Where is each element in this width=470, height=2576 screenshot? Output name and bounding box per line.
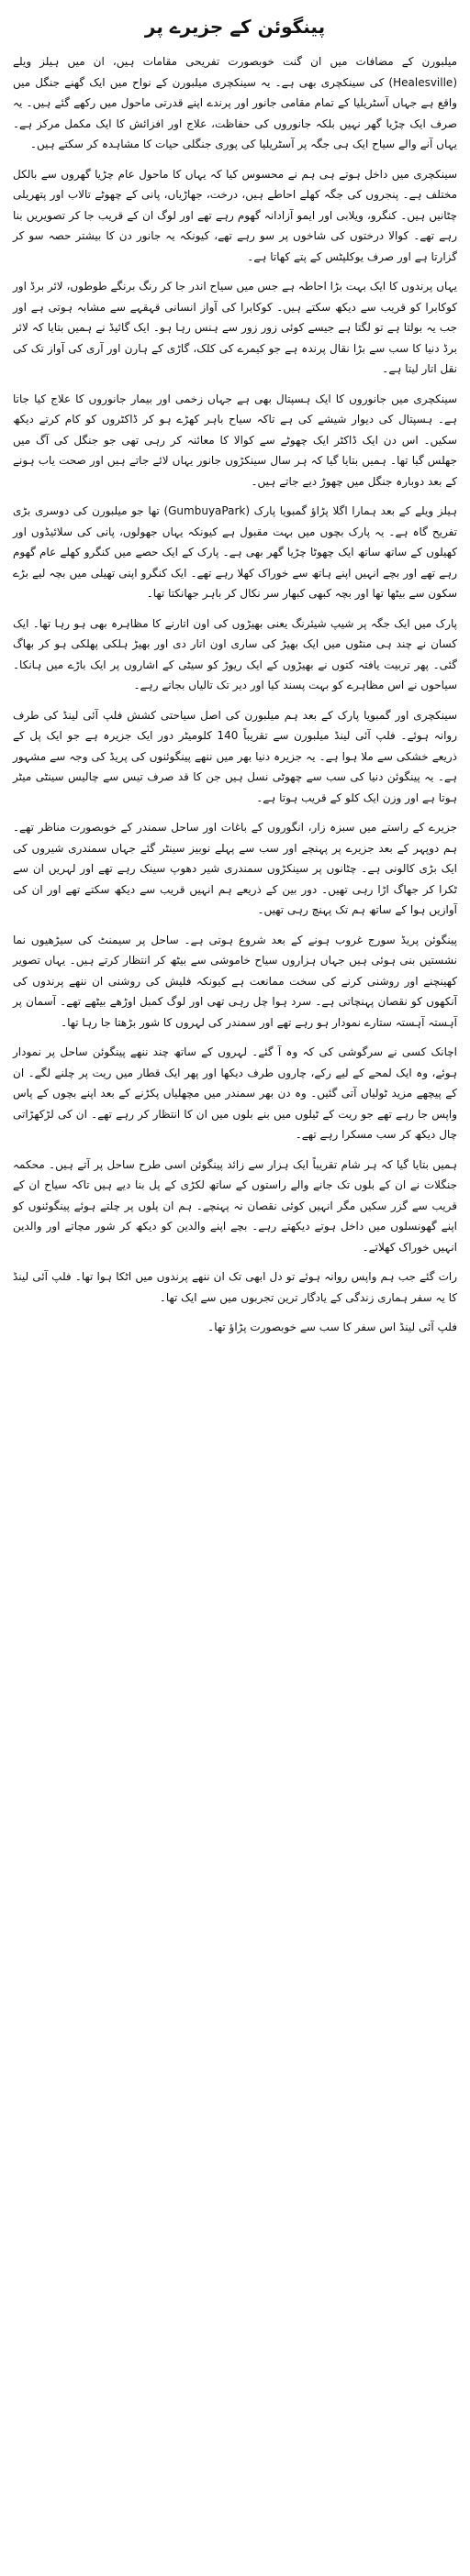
article-headline: پینگوئن کے جزیرے پر [144,16,326,38]
closing-line: فلپ آئی لینڈ اس سفر کا سب سے خوبصورت پڑاؤ تھا۔ [207,1321,457,1333]
article-paragraph: سینکچری اور گمبویا پارک کے بعد ہم میلبورن کی اصل سیاحتی کشش فلپ آئی لینڈ کی طرف روانہ ہوئے۔ فلپ آئی لینڈ میلبورن سے تقریباً 140 کلومیٹر دور ایک جزیرہ ہے جو ایک پل کے ذریعے خشکی سے ملا ہوا ہے۔ یہ جزیرہ دنیا بھر میں ننھے پینگوئنوں کی پریڈ کی وجہ سے مشہور ہے۔ یہ پینگوئن دنیا کی سب سے چھوٹی نسل ہیں جن کا قد صرف تیس سے چالیس سینٹی میٹر ہوتا ہے اور وزن ایک کلو کے قریب ہوتا ہے۔ [13,708,457,804]
article-body [13,51,457,1337]
article-paragraph: پارک میں ایک جگہ پر شیپ شیئرنگ یعنی بھیڑوں کی اون اتارنے کا مظاہرہ بھی ہو رہا تھا۔ ایک کسان نے چند ہی منٹوں میں ایک بھیڑ کی ساری اون اتار دی اور بھیڑ ہلکی پھلکی ہو کر بھاگ گئی۔ پھر تربیت یافتہ کتوں نے بھیڑوں کے ایک ریوڑ کو سیٹی کے اشاروں پر ایک باڑے میں ہانکا۔ سیاحوں نے اس مظاہرے کو بہت پسند کیا اور دیر تک تالیاں بجاتے رہے۔ [13,616,457,691]
article-paragraph: یہاں پرندوں کا ایک بہت بڑا احاطہ ہے جس میں سیاح اندر جا کر رنگ برنگے طوطوں، لائر برڈ اور کوکابرا کو قریب سے دیکھ سکتے ہیں۔ کوکابرا کی آواز انسانی قہقہے سے مشابہ ہوتی ہے اور جب یہ بولتا ہے تو لگتا ہے جیسے کوئی زور زور سے ہنس رہا ہو۔ ایک گائیڈ نے ہمیں بتایا کہ لائر برڈ دنیا کا سب سے بڑا نقال پرندہ ہے جو کیمرے کی کلک، گاڑی کے ہارن اور آری کی آواز تک کی نقل اتار لیتا ہے۔ [12,280,457,375]
article-paragraph: سینکچری میں داخل ہوتے ہی ہم نے محسوس کیا کہ یہاں کا ماحول عام چڑیا گھروں سے بالکل مختلف ہے۔ پنجروں کی جگہ کھلے احاطے ہیں، درخت، جھاڑیاں، پانی کے چھوٹے تالاب اور پتھریلی چٹانیں ہیں۔ کنگرو، ویلابی اور ایمو آزادانہ گھوم رہے تھے اور لوگ ان کے قریب جا کر تصویریں بنا رہے تھے۔ کوالا درختوں کی شاخوں پر سو رہے تھے، کیونکہ یہ جانور دن کا بیشتر حصہ سو کر گزارتا ہے اور صرف یوکلپٹس کے پتے کھاتا ہے۔ [13,167,457,263]
article-paragraph: ہمیں بتایا گیا کہ ہر شام تقریباً ایک ہزار سے زائد پینگوئن اسی طرح ساحل پر آتے ہیں۔ محکمہ جنگلات نے ان کے بلوں تک جانے والے راستوں کے ساتھ لکڑی کے پل بنا دیے ہیں تاکہ سیاح ان کے قریب سے گزر سکیں مگر انہیں کوئی نقصان نہ پہنچے۔ ہم ان پلوں پر چلتے ہوئے پینگوئنوں کو اپنے گھونسلوں میں داخل ہوتے دیکھتے رہے۔ بچے اپنے والدین کو دیکھ کر شور مچاتے اور والدین انہیں خوراک کھلاتے۔ [13,1157,457,1254]
article-paragraph: پینگوئن پریڈ سورج غروب ہونے کے بعد شروع ہوتی ہے۔ ساحل پر سیمنٹ کی سیڑھیوں نما نشستیں بنی ہوئی ہیں جہاں ہزاروں سیاح خاموشی سے بیٹھ کر انتظار کرتے ہیں۔ یہاں تصویر کھینچنے اور روشنی کرنے کی سخت ممانعت ہے کیونکہ فلیش کی روشنی ان ننھے پرندوں کی آنکھوں کو نقصان پہنچاتی ہے۔ سرد ہوا چل رہی تھی اور لوگ کمبل اوڑھے بیٹھے تھے۔ آسمان پر آہستہ آہستہ ستارے نمودار ہو رہے تھے اور سمندر کی لہروں کا شور بڑھتا جا رہا تھا۔ [13,933,457,1029]
article-paragraph: ہیلز ویلے کے بعد ہمارا اگلا پڑاؤ گمبویا پارک (GumbuyaPark) تھا جو میلبورن کی دوسری بڑی تفریح گاہ ہے۔ یہ پارک بچوں میں بہت مقبول ہے کیونکہ یہاں جھولوں، پانی کی سلائیڈوں اور کھیلوں کے ساتھ ساتھ ایک چھوٹا چڑیا گھر بھی ہے۔ پارک کے ایک حصے میں کنگرو کھلے عام گھوم رہے تھے اور بچے انہیں اپنے ہاتھ سے خوراک کھلا رہے تھے۔ ایک کنگرو اپنی تھیلی میں بچہ لیے بڑے سکون سے بیٹھا تھا اور بچہ کبھی کبھار سر نکال کر باہر جھانکتا تھا۔ [13,504,457,600]
article-paragraph: جزیرے کے راستے میں سبزہ زار، انگوروں کے باغات اور ساحل سمندر کے خوبصورت مناظر تھے۔ ہم دوپہر کے بعد جزیرے پر پہنچے اور سب سے پہلے نوبیز سینٹر گئے جہاں سمندری شیروں کی ایک بڑی کالونی ہے۔ چٹانوں پر سینکڑوں سمندری شیر دھوپ سینک رہے تھے اور لہریں ان سے ٹکرا کر جھاگ اڑا رہی تھیں۔ دور بین کے ذریعے ہم انہیں قریب سے دیکھ سکتے تھے اور ان کی آوازیں ہوا کے ساتھ ہم تک پہنچ رہی تھیں۔ [13,821,457,916]
article-paragraph: سینکچری میں جانوروں کا ایک ہسپتال بھی ہے جہاں زخمی اور بیمار جانوروں کا علاج کیا جاتا ہے۔ ہسپتال کی دیوار شیشے کی ہے تاکہ سیاح باہر کھڑے ہو کر ڈاکٹروں کو کام کرتے دیکھ سکیں۔ اس دن ایک ڈاکٹر ایک چھوٹے سے کوالا کا معائنہ کر رہی تھی جو جنگل کی آگ میں جھلس گیا تھا۔ ہمیں بتایا گیا کہ ہر سال سینکڑوں جانور یہاں لائے جاتے ہیں اور صحت یاب ہونے کے بعد دوبارہ جنگل میں چھوڑ دیے جاتے ہیں۔ [13,392,457,488]
article-paragraph: میلبورن کے مضافات میں ان گنت خوبصورت تفریحی مقامات ہیں، ان میں ہیلز ویلے (Healesville) کی سینکچری بھی ہے۔ یہ سینکچری میلبورن کے نواح میں ایک گھنے جنگل میں واقع ہے جہاں آسٹریلیا کے تمام مقامی جانور اور پرندے اپنے قدرتی ماحول میں رکھے گئے ہیں۔ یہ صرف ایک چڑیا گھر نہیں بلکہ جانوروں کی حفاظت، علاج اور افزائش کا ایک مکمل مرکز ہے۔ یہاں آنے والے سیاح ایک ہی جگہ پر آسٹریلیا کی پوری جنگلی حیات کا مشاہدہ کر سکتے ہیں۔ [13,55,457,150]
article-paragraph: رات گئے جب ہم واپس روانہ ہوئے تو دل ابھی تک ان ننھے پرندوں میں اٹکا ہوا تھا۔ فلپ آئی لینڈ کا یہ سفر ہماری زندگی کے یادگار ترین تجربوں میں سے ایک تھا۔ [13,1270,457,1304]
article-paragraph: اچانک کسی نے سرگوشی کی کہ وہ آ گئے۔ لہروں کے ساتھ چند ننھے پینگوئن ساحل پر نمودار ہوئے، وہ ایک لمحے کے لیے رکے، چاروں طرف دیکھا اور پھر ایک قطار میں ریت پر چلنے لگے۔ ان کے پیچھے مزید ٹولیاں آتی گئیں۔ وہ دن بھر سمندر میں مچھلیاں پکڑنے کے بعد اپنے بچوں کے پاس واپس جا رہے تھے جو ریت کے ٹیلوں میں بنے بلوں میں ان کا انتظار کر رہے تھے۔ ان کی لڑکھڑاتی چال دیکھ کر سب مسکرا رہے تھے۔ [13,1045,457,1141]
